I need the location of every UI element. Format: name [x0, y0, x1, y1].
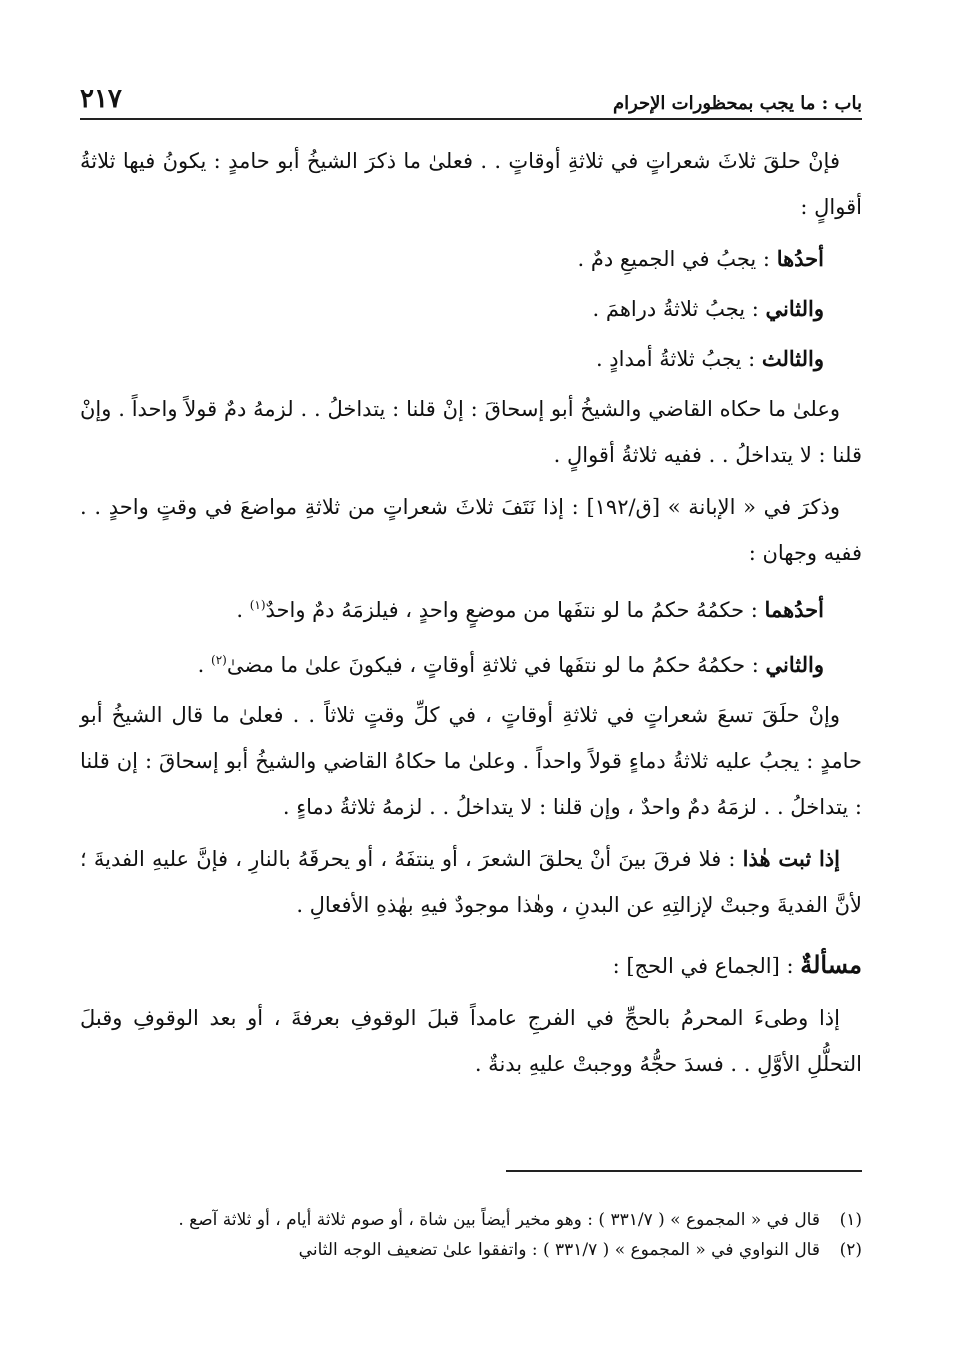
opinion-text: : حكمُهُ حكمُ ما لو نتفَها من موضعٍ واحدٍ ، فيلزمَهُ دمٌ واحدٌ	[265, 598, 765, 622]
period: .	[236, 598, 250, 622]
paragraph	[80, 836, 862, 928]
paragraph: وذكرَ في « الإبانة » [ق/١٩٢] : إذا نَتَفَ ثلاثَ شعراتٍ من ثلاثةِ مواضعَ في وقتٍ واحدٍ . . ففيه وجهان :	[80, 495, 862, 565]
page-number: ٢١٧	[80, 84, 122, 114]
paragraph: وإنْ حلَقَ تسعَ شعراتٍ في ثلاثةِ أوقاتٍ ، في كلِّ وقتٍ ثلاثاً . . فعلىٰ ما قال الشيخُ أبو حامدٍ : يجبُ عليه ثلاثةُ دماءٍ قولاً واحداً . وعلىٰ ما حكاهُ القاضي والشيخُ أبو إسحاقَ : إن قلنا : يتداخلُ . . لزمَهُ دمٌ واحدٌ ، وإن قلنا : لا يتداخلُ . . لزمهُ ثلاثةُ دماءٍ .	[80, 703, 862, 819]
masala-heading	[80, 942, 862, 989]
opinion-text: : حكمُهُ حكمُ ما لو نتفَها في ثلاثةِ أوقاتٍ ، فيكونَ علىٰ ما مضىٰ	[226, 653, 766, 677]
footnote	[80, 1235, 862, 1265]
opinion-item	[80, 582, 862, 633]
chapter-title: باب : ما يجب بمحظورات الإحرام	[612, 93, 862, 114]
opinion-label: أحدُها	[776, 246, 824, 271]
section-lead: إذا ثبت هٰذا	[742, 846, 840, 871]
masala-label: مسألةٌ	[800, 950, 862, 979]
footnote-number: (١)	[839, 1210, 862, 1230]
opinion-label: أحدُهما	[764, 597, 824, 622]
masala-title: : [الجماع في الحج] :	[612, 954, 801, 978]
opinion-text: : يجبُ في الجميعِ دمٌ .	[577, 247, 777, 271]
paragraph: وعلىٰ ما حكاه القاضي والشيخُ أبو إسحاقَ : إنْ قلنا : يتداخلُ . . لزمهُ دمٌ قولاً واحداً . وإنْ قلنا : لا يتداخلُ . . ففيه ثلاثةُ أقوالٍ .	[80, 397, 862, 467]
main-text	[80, 138, 862, 1093]
opinion-text: : يجبُ ثلاثةُ دراهمَ .	[592, 297, 766, 321]
opinion-label: والثالث	[761, 346, 824, 371]
opinion-label: والثاني	[765, 652, 824, 677]
page-header	[80, 78, 862, 120]
opinion-item	[80, 286, 862, 332]
period: .	[197, 653, 212, 677]
footnote-ref[interactable]: (٢)	[211, 653, 227, 667]
footnote-number: (٢)	[839, 1240, 862, 1260]
paragraph: إذا وطىءَ المحرمُ بالحجِّ في الفرجِ عامداً قبلَ الوقوفِ بعرفةَ ، أو بعد الوقوفِ وقبلَ التحلُّلِ الأوَّلِ . . فسدَ حجُّهُ ووجبتْ عليهِ بدنةٌ .	[80, 1006, 862, 1076]
paragraph: فإنْ حلقَ ثلاثَ شعراتٍ في ثلاثةِ أوقاتٍ . . فعلىٰ ما ذكرَ الشيخُ أبو حامدٍ : يكونُ فيها ثلاثةُ أقوالٍ :	[80, 149, 862, 219]
opinion-item	[80, 236, 862, 282]
opinion-item	[80, 637, 862, 688]
footnote-text: قال النواوي في « المجموع » ( ٣٣١/٧ ) : واتفقوا علىٰ تضعيف الوجه الثاني	[298, 1240, 820, 1260]
footnotes	[80, 1205, 862, 1265]
paragraph-text: : فلا فرقَ بينَ أنْ يحلقَ الشعرَ ، أو ينتفَهُ ، أو يحرقَهُ بالنارِ ، فإنَّ عليهِ الفديةَ ؛ لأنَّ الفديةَ وجبتْ لإزالتِهِ عن البدنِ ، وهٰذا موجودٌ فيهِ بهٰذهِ الأفعالِ .	[80, 847, 862, 917]
footnote-ref[interactable]: (١)	[249, 598, 266, 612]
opinion-item	[80, 336, 862, 382]
opinion-text: : يجبُ ثلاثةُ أمدادٍ .	[595, 347, 762, 371]
opinion-label: والثاني	[765, 296, 824, 321]
footnote-separator	[506, 1170, 862, 1172]
footnote-text: قال في « المجموع » ( ٣٣١/٧ ) : وهو مخير أيضاً بين شاة ، أو صوم ثلاثة أيام ، أو ثلاثة آصع .	[178, 1210, 820, 1230]
footnote	[80, 1205, 862, 1235]
